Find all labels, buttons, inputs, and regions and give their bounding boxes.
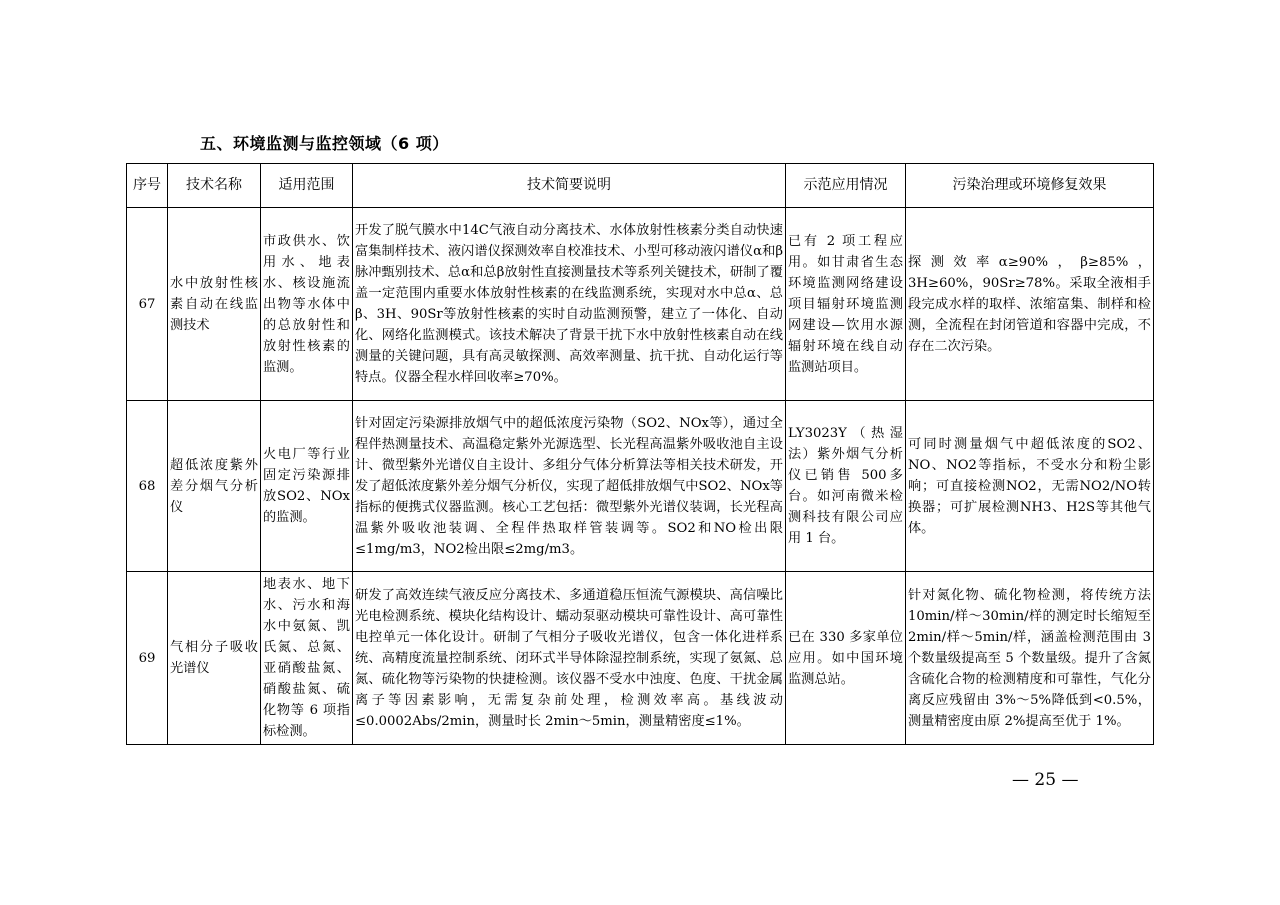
row-desc: 开发了脱气膜水中14C气液自动分离技术、水体放射性核素分类自动快速富集制样技术、液闪谱仪探测效率自校准技术、小型可移动液闪谱仪α和β脉冲甄别技术、总α和总β放射性直接测量技术等系列关键技术，研制了覆盖一定范围内重要水体放射性核素的在线监测系统，实现对水中总α、总β、3H、90Sr等放射性核素的实时自动监测预警，建立了一体化、自动化、网络化监测模式。该技术解决了背景干扰下水中放射性核素自动在线测量的关键问题，具有高灵敏探测、高效率测量、抗干扰、自动化运行等特点。仪器全程水样回收率≥70%。 xyxy=(353,208,786,401)
header-scope: 适用范围 xyxy=(261,164,353,208)
row-desc: 针对固定污染源排放烟气中的超低浓度污染物（SO2、NOx等），通过全程伴热测量技术、高温稳定紫外光源选型、长光程高温紫外吸收池自主设计、微型紫外光谱仪自主设计、多组分气体分析算法等相关技术研发，开发了超低浓度紫外差分烟气分析仪，实现了超低排放烟气中SO2、NOx等指标的便携式仪器监测。核心工艺包括：微型紫外光谱仪装调，长光程高温紫外吸收池装调、全程伴热取样管装调等。SO2和NO检出限≤1mg/m3，NO2检出限≤2mg/m3。 xyxy=(353,401,786,572)
row-name: 气相分子吸收光谱仪 xyxy=(168,572,261,745)
row-scope: 地表水、地下水、污水和海水中氨氮、凯氏氮、总氮、亚硝酸盐氮、硝酸盐氮、硫化物等 6 项指标检测。 xyxy=(261,572,353,745)
header-num: 序号 xyxy=(127,164,168,208)
row-num: 68 xyxy=(127,401,168,572)
row-demo: LY3023Y（热湿法）紫外烟气分析仪已销售 500多台。如河南微米检测科技有限公司应用 1 台。 xyxy=(786,401,906,572)
row-effect: 可同时测量烟气中超低浓度的SO2、NO、NO2等指标，不受水分和粉尘影响；可直接检测NO2，无需NO2/NO转换器；可扩展检测NH3、H2S等其他气体。 xyxy=(906,401,1154,572)
row-demo: 已有 2 项工程应用。如甘肃省生态环境监测网络建设项目辐射环境监测网建设—饮用水源辐射环境在线自动监测站项目。 xyxy=(786,208,906,401)
row-name: 超低浓度紫外差分烟气分析仪 xyxy=(168,401,261,572)
header-effect: 污染治理或环境修复效果 xyxy=(906,164,1154,208)
row-effect: 针对氮化物、硫化物检测，将传统方法 10min/样～30min/样的测定时长缩短至 2min/样～5min/样，涵盖检测范围由 3 个数量级提高至 5 个数量级。提升了含氮含硫化合物的检测精度和可靠性，气化分离反应残留由 3%～5%降低到<0.5%，测量精密度由原 2%提高至优于 1%。 xyxy=(906,572,1154,745)
header-name: 技术名称 xyxy=(168,164,261,208)
table-header-row xyxy=(127,164,1154,208)
row-effect: 探测效率α≥90%，β≥85%，3H≥60%，90Sr≥78%。采取全液相手段完成水样的取样、浓缩富集、制样和检测，全流程在封闭管道和容器中完成，不存在二次污染。 xyxy=(906,208,1154,401)
table-row xyxy=(127,401,1154,572)
row-name: 水中放射性核素自动在线监测技术 xyxy=(168,208,261,401)
section-title: 五、环境监测与监控领域（6 项） xyxy=(200,134,449,153)
row-desc: 研发了高效连续气液反应分离技术、多通道稳压恒流气源模块、高信噪比光电检测系统、模块化结构设计、蠕动泵驱动模块可靠性设计、高可靠性电控单元一体化设计。研制了气相分子吸收光谱仪，包含一体化进样系统、高精度流量控制系统、闭环式半导体除湿控制系统，实现了氨氮、总氮、硫化物等污染物的快捷检测。该仪器不受水中浊度、色度、干扰金属离子等因素影响，无需复杂前处理，检测效率高。基线波动≤0.0002Abs/2min，测量时长 2min～5min，测量精密度≤1%。 xyxy=(353,572,786,745)
table-row xyxy=(127,572,1154,745)
row-scope: 火电厂等行业固定污染源排放SO2、NOx的监测。 xyxy=(261,401,353,572)
table-row xyxy=(127,208,1154,401)
row-num: 67 xyxy=(127,208,168,401)
header-demo: 示范应用情况 xyxy=(786,164,906,208)
page-number: — 25 — xyxy=(1012,770,1079,790)
technology-table xyxy=(126,163,1154,745)
row-scope: 市政供水、饮用水、地表水、核设施流出物等水体中的总放射性和放射性核素的监测。 xyxy=(261,208,353,401)
row-num: 69 xyxy=(127,572,168,745)
header-desc: 技术简要说明 xyxy=(353,164,786,208)
row-demo: 已在 330 多家单位应用。如中国环境监测总站。 xyxy=(786,572,906,745)
